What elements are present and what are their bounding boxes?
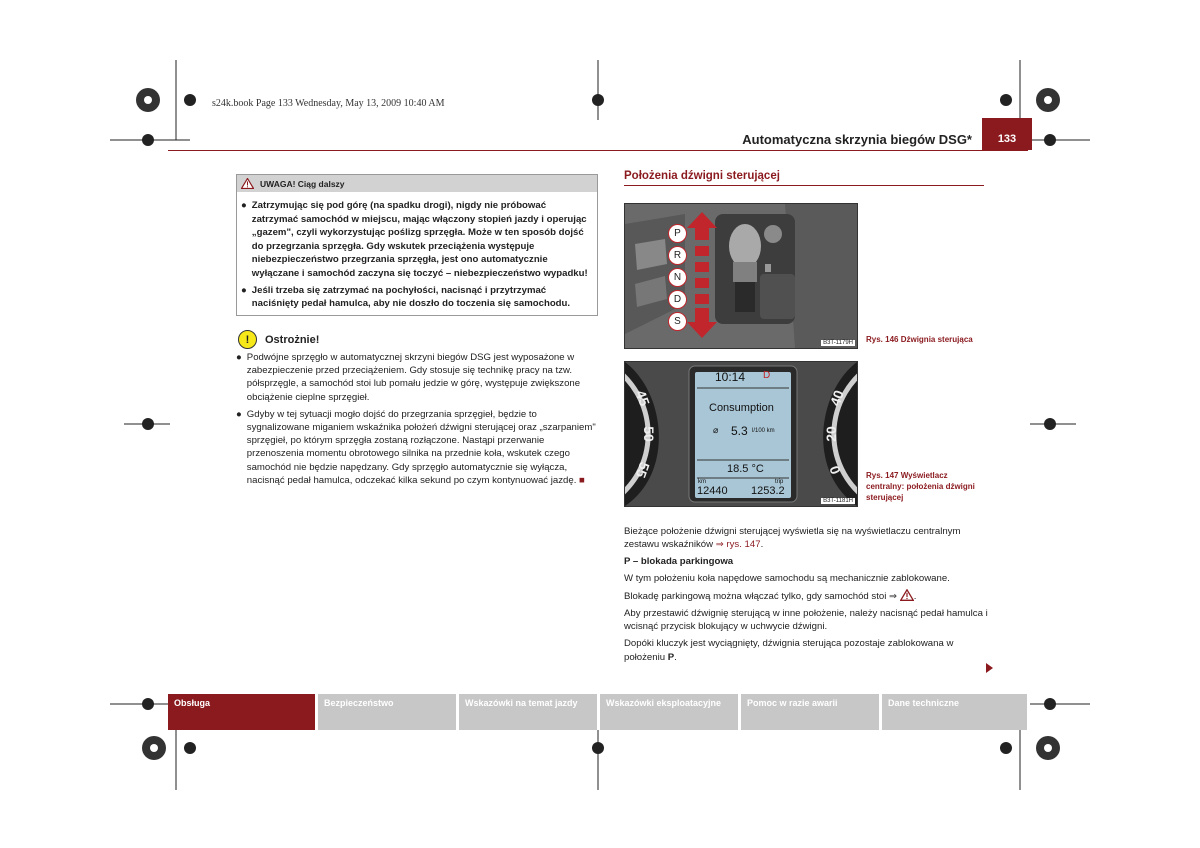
warning-heading <box>237 175 597 192</box>
end-mark: ■ <box>579 474 585 486</box>
bullet-dot: ● <box>236 408 242 420</box>
intro-end: . <box>760 539 764 551</box>
paragraph-bold: P <box>667 651 675 663</box>
gear-letter-p: P <box>668 224 687 243</box>
figure-code: B3T-1179H <box>823 340 853 346</box>
caution-title: Ostrożnie! <box>265 333 320 346</box>
section-rule <box>624 185 984 186</box>
paragraph <box>624 637 988 663</box>
speed-label: 55 <box>632 459 653 481</box>
gear-letter-s: S <box>668 312 687 331</box>
footer-tab-label: Wskazówki na temat jazdy <box>465 698 578 708</box>
footer-tab-label: Wskazówki eksploatacyjne <box>606 698 722 708</box>
header-rule <box>168 150 1028 151</box>
consumption-icon: ⌀ <box>713 425 719 435</box>
display-temp: 18.5 °C <box>727 463 764 475</box>
gear-lever-illustration <box>625 204 857 348</box>
footer-tab-bezpieczenstwo[interactable] <box>318 694 459 730</box>
right-body-text <box>624 525 988 668</box>
figure-147-caption: Rys. 147 Wyświetlacz centralny: położenia dźwigni sterującej <box>866 471 975 502</box>
subheading: P – blokada parkingowa <box>624 556 734 568</box>
caution-bullet-text: Gdyby w tej sytuacji mogło dojść do przegrzania sprzęgieł, będzie to sygnalizowane miganiem wskaźnika położeń dźwigni sterującej oraz „szarpaniem" sprzęgieł, po którym sprzęgła zostaną rozłączone. Nastąpi przerwanie przenoszenia momentu obrotowego silnika na przednie koła, wskutek czego samochód nie będzie napędzany. Gdy sprzęgło automatycznie się wyłącza, nacisnąć pedał hamulca, odczekać kilka sekund po czym kontynuować jazdę. <box>246 408 596 486</box>
footer-tab-dane-techniczne[interactable] <box>882 694 1030 730</box>
paragraph <box>624 589 988 603</box>
display-odo: 12440 <box>697 485 728 497</box>
caution-bullet-text: Podwójne sprzęgło w automatycznej skrzyni biegów DSG jest wyposażone w zabezpieczenie przed przeciążeniem. Gdy stosuje się technikę pracy na tzw. półsprzęgle, a samochód stoi lub pomału jedzie w górę, występuje zwiększone obciążenie cieplne sprzęgieł. <box>246 352 581 403</box>
figure-146-caption: Rys. 146 Dźwignia sterująca <box>866 335 973 344</box>
section-title: Położenia dźwigni sterującej <box>624 170 780 182</box>
figure-central-display <box>624 361 858 507</box>
print-info: s24k.book Page 133 Wednesday, May 13, 2009 10:40 AM <box>212 98 445 109</box>
rpm-label: 0 <box>826 463 844 477</box>
warning-box <box>236 174 598 316</box>
intro-paragraph <box>624 525 988 551</box>
footer-tab-label: Pomoc w razie awarii <box>747 698 838 708</box>
figure-link[interactable]: ⇒ rys. 147 <box>715 539 761 551</box>
footer-tab-label: Dane techniczne <box>888 698 960 708</box>
footer-tab-wskazowki-eksploatacyjne[interactable] <box>600 694 741 730</box>
display-trip: 1253.2 <box>751 485 785 497</box>
speed-label: 50 <box>640 426 657 442</box>
bullet-dot: ● <box>241 284 247 296</box>
paragraph: Aby przestawić dźwignię sterującą w inne położenie, należy nacisnąć pedał hamulca i wcisnąć przycisk blokujący w uchwycie dźwigni. <box>624 608 988 633</box>
display-gear: D <box>763 370 771 381</box>
paragraph-end: . <box>913 590 917 602</box>
page-title: Automatyczna skrzynia biegów DSG* <box>742 132 972 147</box>
next-page-arrow-icon[interactable] <box>986 663 993 673</box>
trip-label: trip <box>775 479 784 485</box>
caution-heading <box>238 330 319 349</box>
footer-tab-pomoc[interactable] <box>741 694 882 730</box>
page-number: 133 <box>982 118 1032 150</box>
paragraph-text: Blokadę parkingową można włączać tylko, gdy samochód stoi ⇒ <box>624 590 900 602</box>
caution-icon: ! <box>238 330 257 349</box>
warning-heading-text: UWAGA! Ciąg dalszy <box>260 178 345 189</box>
footer-tab-wskazowki-jazdy[interactable] <box>459 694 600 730</box>
display-time: 10:14 <box>715 370 746 384</box>
figure-gear-lever <box>624 203 858 349</box>
speed-label: 45 <box>632 387 653 409</box>
bullet-dot: ● <box>241 200 247 211</box>
footer-tab-obsluga[interactable] <box>168 694 318 730</box>
footer-nav <box>168 694 1030 730</box>
display-value: 5.3 <box>731 424 748 438</box>
intro-text: Bieżące położenie dźwigni sterującej wyświetla się na wyświetlaczu centralnym zestawu wskaźników <box>624 526 961 551</box>
paragraph: W tym położeniu koła napędowe samochodu są mechanicznie zablokowane. <box>624 572 950 584</box>
warning-triangle-icon <box>241 178 254 189</box>
warning-bullet <box>241 199 591 281</box>
warning-bullet <box>241 284 591 311</box>
caution-bullet <box>236 408 598 487</box>
gear-letter-n: N <box>668 268 687 287</box>
warning-bullet-text: Zatrzymując się pod górę (na spadku drogi), nigdy nie próbować zatrzymać samochód w miejscu, mając włączony stopień jazdy i operując „gazem", czyli wykorzystując poślizg sprzęgła. Może w ten sposób dojść do przegrzania sprzęgła. Gdy wskutek przeciążenia występuje niebezpieczeństwo przegrzania sprzęgła, jest ono automatycznie wyłączane i samochód zaczyna się toczyć – niebezpieczeństwo wypadku! <box>251 200 588 279</box>
display-unit: l/100 km <box>752 428 775 434</box>
paragraph-end: . <box>674 651 677 663</box>
display-label: Consumption <box>709 402 774 414</box>
bullet-dot: ● <box>236 352 242 363</box>
rpm-label: 40 <box>826 387 847 409</box>
caution-bullet <box>236 351 598 404</box>
odo-label: km <box>698 479 706 485</box>
rpm-label: 20 <box>822 426 839 442</box>
warning-body <box>237 192 597 311</box>
caution-body <box>236 351 598 491</box>
warning-triangle-icon[interactable] <box>900 589 914 601</box>
warning-bullet-text: Jeśli trzeba się zatrzymać na pochyłości, nacisnąć i przytrzymać naciśnięty pedał hamulca, aby nie doszło do toczenia się samochodu. <box>251 284 571 310</box>
paragraph-text: Dopóki kluczyk jest wyciągnięty, dźwignia sterująca pozostaje zablokowana w położeniu <box>624 638 954 663</box>
figure-code: B3T-1181H <box>823 498 853 504</box>
footer-tab-label: Obsługa <box>174 698 211 708</box>
gear-letter-r: R <box>668 246 687 265</box>
footer-tab-label: Bezpieczeństwo <box>324 698 394 708</box>
gear-letter-d: D <box>668 290 687 309</box>
